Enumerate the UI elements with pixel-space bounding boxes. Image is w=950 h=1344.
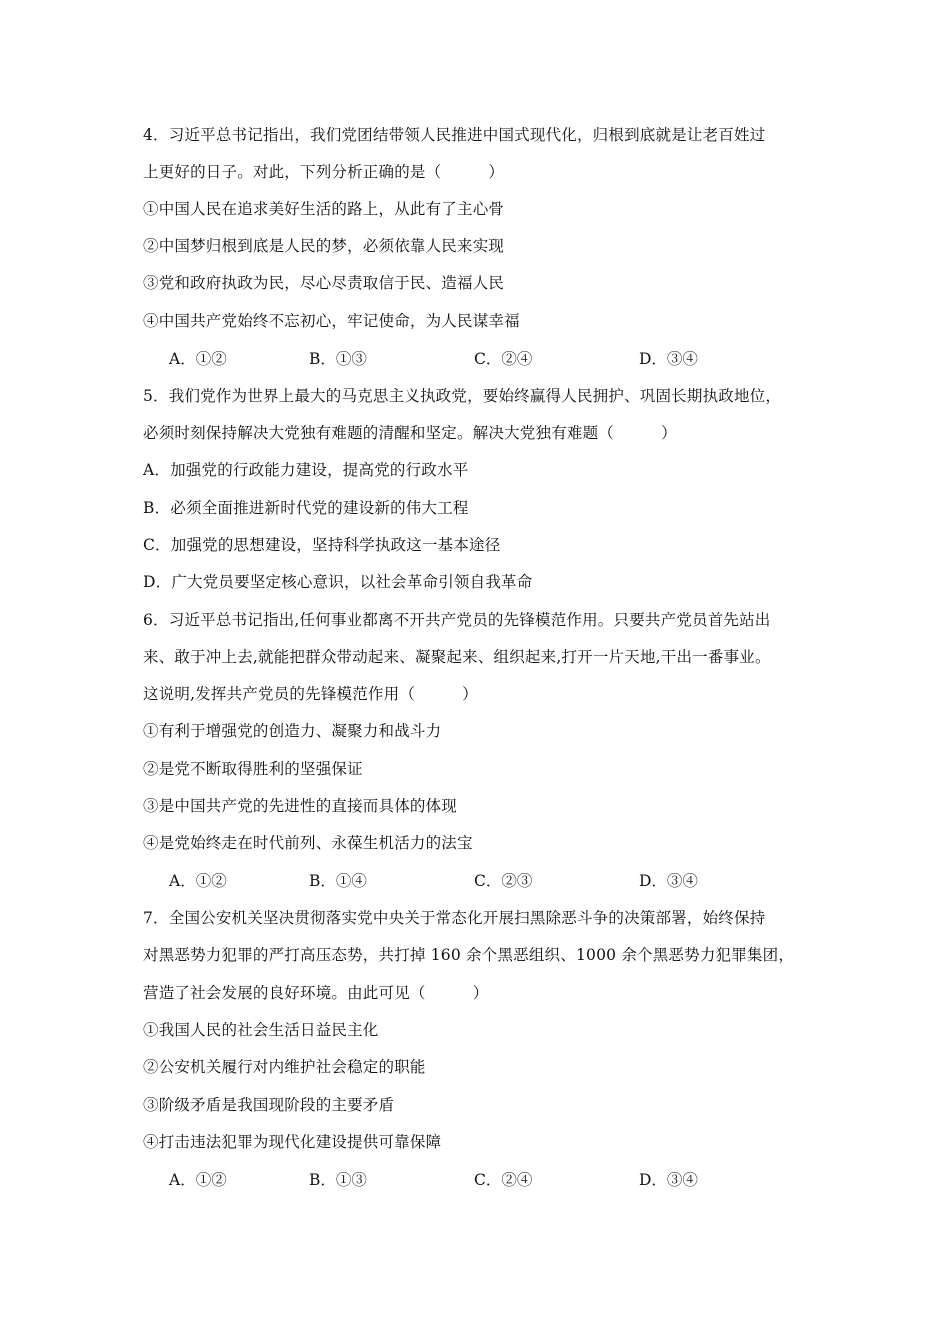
q7-stem-line-2: 对黑恶势力犯罪的严打高压态势，共打掉 160 余个黑恶组织、1000 余个黑恶势力犯罪集团，	[143, 946, 795, 964]
q7-statement-4: ④打击违法犯罪为现代化建设提供可靠保障	[143, 1133, 442, 1151]
q6-option-c: C．②③	[474, 872, 533, 890]
q5-option-a: A．加强党的行政能力建设，提高党的行政水平	[143, 461, 469, 479]
q7-statement-1: ①我国人民的社会生活日益民主化	[143, 1021, 379, 1039]
q6-statement-4: ④是党始终走在时代前列、永葆生机活力的法宝	[143, 834, 473, 852]
q6-stem-line-1: 6．习近平总书记指出,任何事业都离不开共产党员的先锋模范作用。只要共产党员首先站出	[143, 611, 771, 629]
q4-option-a: A．①②	[169, 350, 227, 368]
q7-stem-line-1: 7．全国公安机关坚决贯彻落实党中央关于常态化开展扫黑除恶斗争的决策部署，始终保持	[143, 909, 766, 927]
q6-stem-line-2: 来、敢于冲上去,就能把群众带动起来、凝聚起来、组织起来,打开一片天地,干出一番事业。	[143, 648, 771, 666]
q6-stem-line-3: 这说明,发挥共产党员的先锋模范作用（ ）	[143, 685, 478, 703]
q7-option-a: A．①②	[169, 1171, 227, 1189]
q5-stem-line-1: 5．我们党作为世界上最大的马克思主义执政党，要始终赢得人民拥护、巩固长期执政地位，	[143, 387, 782, 405]
q5-option-c: C．加强党的思想建设，坚持科学执政这一基本途径	[143, 536, 501, 554]
q7-statement-2: ②公安机关履行对内维护社会稳定的职能	[143, 1058, 426, 1076]
q6-statement-3: ③是中国共产党的先进性的直接而具体的体现	[143, 797, 458, 815]
q4-stem-line-1: 4．习近平总书记指出，我们党团结带领人民推进中国式现代化，归根到底就是让老百姓过	[143, 126, 766, 144]
q6-option-b: B．①④	[309, 872, 367, 890]
q4-statement-3: ③党和政府执政为民，尽心尽责取信于民、造福人民	[143, 274, 505, 292]
q7-statement-3: ③阶级矛盾是我国现阶段的主要矛盾	[143, 1096, 395, 1114]
q5-option-d: D．广大党员要坚定核心意识，以社会革命引领自我革命	[143, 573, 533, 591]
q4-stem-line-2: 上更好的日子。对此，下列分析正确的是（ ）	[143, 163, 505, 181]
q7-option-d: D．③④	[639, 1171, 698, 1189]
q4-option-d: D．③④	[639, 350, 698, 368]
q5-stem-line-2: 必须时刻保持解决大党独有难题的清醒和坚定。解决大党独有难题（ ）	[143, 424, 677, 442]
q6-statement-2: ②是党不断取得胜利的坚强保证	[143, 760, 363, 778]
q4-statement-1: ①中国人民在追求美好生活的路上，从此有了主心骨	[143, 200, 505, 218]
q5-option-b: B．必须全面推进新时代党的建设新的伟大工程	[143, 499, 469, 517]
q7-option-b: B．①③	[309, 1171, 367, 1189]
q4-option-c: C．②④	[474, 350, 533, 368]
q6-option-a: A．①②	[169, 872, 227, 890]
q7-stem-line-3: 营造了社会发展的良好环境。由此可见（ ）	[143, 984, 489, 1002]
q4-statement-2: ②中国梦归根到底是人民的梦，必须依靠人民来实现	[143, 237, 505, 255]
q6-statement-1: ①有利于增强党的创造力、凝聚力和战斗力	[143, 722, 442, 740]
q7-option-c: C．②④	[474, 1171, 533, 1189]
q4-statement-4: ④中国共产党始终不忘初心，牢记使命，为人民谋幸福	[143, 312, 520, 330]
q6-option-d: D．③④	[639, 872, 698, 890]
q4-option-b: B．①③	[309, 350, 367, 368]
